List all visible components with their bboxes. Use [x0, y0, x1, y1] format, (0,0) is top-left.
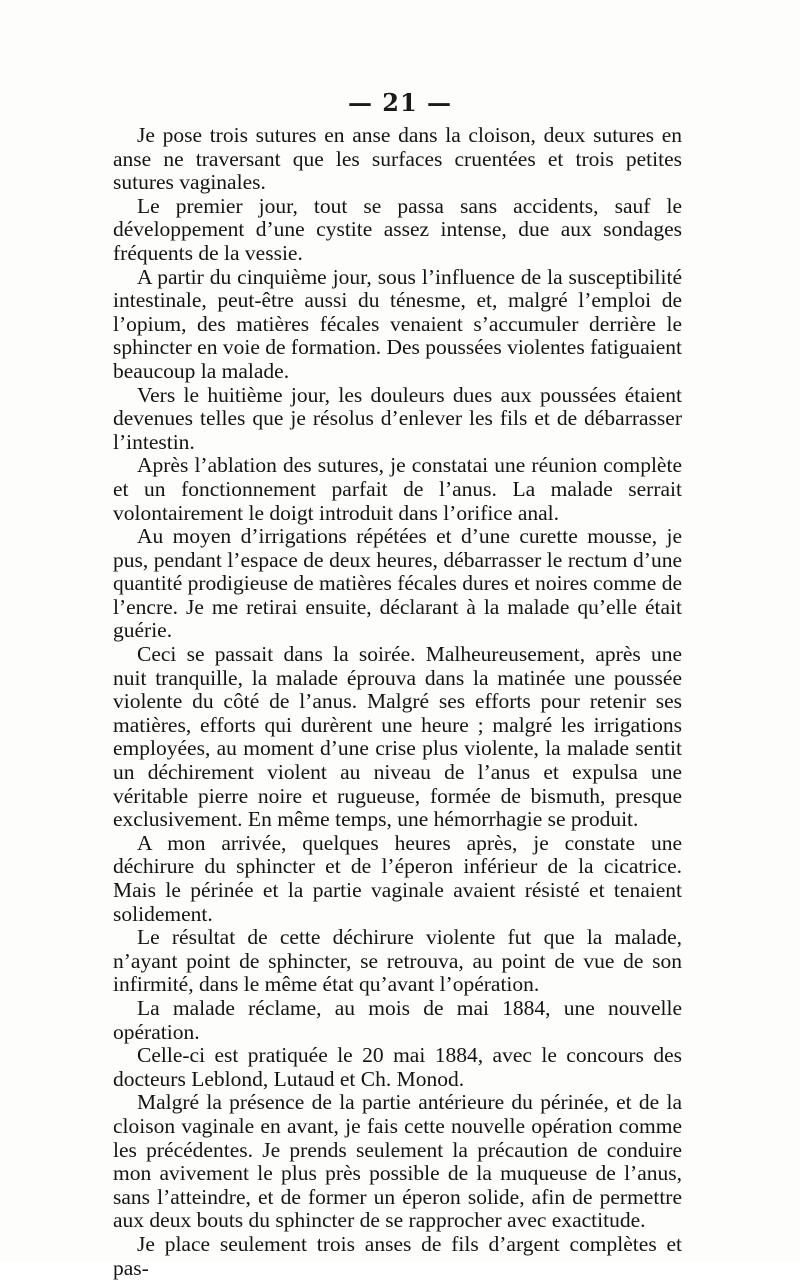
paragraph: Malgré la présence de la partie antérieure du périnée, et de la cloison vaginale en avant, je fais cette nouvelle opération comme les précédentes. Je prends seulement la précaution de conduire mon avivement le plus près possible de la muqueuse de l’anus, sans l’atteindre, et de former un éperon solide, afin de permettre aux deux bouts du sphincter de se rapprocher avec exactitude.	[113, 1090, 682, 1233]
paragraph: Après l’ablation des sutures, je constatai une réunion complète et un fonctionnement parfait de l’anus. La malade serrait volontairement le doigt introduit dans l’orifice anal.	[113, 453, 682, 525]
page-number: — 21 —	[347, 88, 453, 117]
body-text	[113, 124, 682, 1280]
paragraph: Le résultat de cette déchirure violente fut que la malade, n’ayant point de sphincter, se retrouva, au point de vue de son infirmité, dans le même état qu’avant l’opération.	[113, 925, 682, 997]
paragraph: Je pose trois sutures en anse dans la cloison, deux sutures en anse ne traversant que les surfaces cruentées et trois petites sutures vaginales.	[113, 123, 682, 195]
paragraph: Au moyen d’irrigations répétées et d’une curette mousse, je pus, pendant l’espace de deux heures, débarrasser le rectum d’une quantité prodigieuse de matières fécales dures et noires comme de l’encre. Je me retirai ensuite, déclarant à la malade qu’elle était guérie.	[113, 524, 682, 643]
paragraph: Celle-ci est pratiquée le 20 mai 1884, avec le concours des docteurs Leblond, Lutaud et Ch. Monod.	[113, 1043, 682, 1091]
paragraph: Ceci se passait dans la soirée. Malheureusement, après une nuit tranquille, la malade éprouva dans la matinée une poussée violente du côté de l’anus. Malgré ses efforts pour retenir ses matières, efforts qui durèrent une heure ; malgré les irrigations employées, au moment d’une crise plus violente, la malade sentit un déchirement violent au niveau de l’anus et expulsa une véritable pierre noire et rugueuse, formée de bismuth, presque exclusivement. En même temps, une hémorrhagie se produit.	[113, 642, 682, 832]
paragraph: La malade réclame, au mois de mai 1884, une nouvelle opération.	[113, 995, 682, 1044]
paragraph: Vers le huitième jour, les douleurs dues aux poussées étaient devenues telles que je résolus d’enlever les fils et de débarrasser l’intestin.	[113, 382, 682, 454]
paragraph: Je place seulement trois anses de fils d’argent complètes et pas-	[113, 1231, 682, 1280]
paragraph: A mon arrivée, quelques heures après, je constate une déchirure du sphincter et de l’éperon inférieur de la cicatrice. Mais le périnée et la partie vaginale avaient résisté et tenaient solidement.	[113, 830, 682, 926]
paragraph: A partir du cinquième jour, sous l’influence de la susceptibilité intestinale, peut-être aussi du ténesme, et, malgré l’emploi de l’opium, des matières fécales venaient s’accumuler derrière le sphincter en voie de formation. Des poussées violentes fatiguaient beaucoup la malade.	[113, 264, 682, 383]
paragraph: Le premier jour, tout se passa sans accidents, sauf le développement d’une cystite assez intense, due aux sondages fréquents de la vessie.	[113, 193, 682, 265]
